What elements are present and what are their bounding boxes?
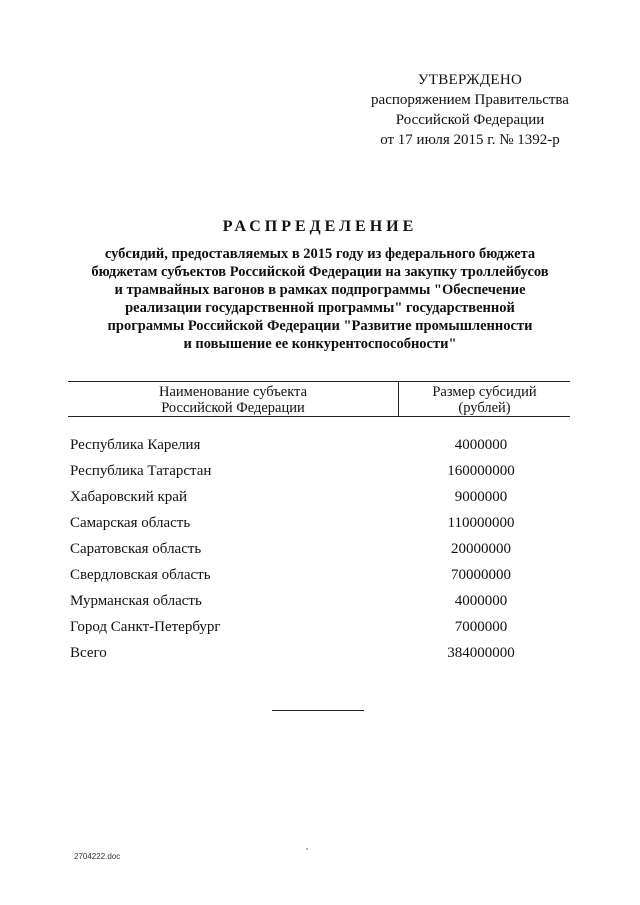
- document-subtitle: [60, 245, 580, 353]
- approval-date-number: от 17 июля 2015 г. № 1392-р: [380, 132, 560, 148]
- row-subject-name: Республика Татарстан: [70, 463, 212, 479]
- row-subject-name: Хабаровский край: [70, 489, 187, 505]
- row-total-amount: 384000000: [447, 645, 515, 661]
- subtitle-line: реализации государственной программы" государственной: [125, 300, 515, 316]
- row-subsidy-amount: 7000000: [454, 619, 508, 635]
- row-subsidy-amount: 160000000: [447, 463, 515, 479]
- table-body: [68, 436, 570, 670]
- row-subsidy-amount: 20000000: [451, 541, 511, 557]
- row-subsidy-amount: 70000000: [451, 567, 511, 583]
- subtitle-line: и повышение ее конкурентоспособности": [183, 336, 457, 352]
- table-row: [68, 462, 570, 488]
- approval-authority-country: Российской Федерации: [395, 112, 545, 128]
- table-row: [68, 540, 570, 566]
- row-subsidy-amount: 4000000: [454, 593, 508, 609]
- row-subject-name: Свердловская область: [70, 567, 211, 583]
- row-subsidy-amount: 9000000: [454, 489, 508, 505]
- table-row: [68, 488, 570, 514]
- table-row: [68, 592, 570, 618]
- footer-file-name: 2704222.doc: [74, 852, 121, 861]
- approval-authority: распоряжением Правительства: [371, 92, 569, 108]
- row-total-label: Всего: [70, 645, 107, 661]
- header-subsidy-amount-line1: Размер субсидий: [432, 384, 537, 400]
- subtitle-line: и трамвайных вагонов в рамках подпрограммы "Обеспечение: [114, 282, 526, 298]
- header-subsidy-amount-line2: (рублей): [458, 400, 511, 416]
- approval-heading: УТВЕРЖДЕНО: [417, 72, 523, 88]
- subtitle-line: программы Российской Федерации "Развитие промышленности: [107, 318, 533, 334]
- row-subject-name: Саратовская область: [70, 541, 202, 557]
- row-subject-name: Республика Карелия: [70, 437, 201, 453]
- table-row: [68, 618, 570, 644]
- subtitle-line: бюджетам субъектов Российской Федерации на закупку троллейбусов: [91, 264, 549, 280]
- subsidy-table: [68, 381, 570, 661]
- row-subject-name: Мурманская область: [70, 593, 202, 609]
- row-subject-name: Самарская область: [70, 515, 191, 531]
- header-subject-name-line1: Наименование субъекта: [158, 384, 308, 400]
- header-subject-name: [68, 382, 399, 416]
- approval-block: [330, 70, 610, 150]
- subtitle-line: субсидий, предоставляемых в 2015 году из федерального бюджета: [104, 246, 536, 262]
- row-subject-name: Город Санкт-Петербург: [70, 619, 221, 635]
- scan-speck: [306, 848, 308, 850]
- header-subject-name-line2: Российской Федерации: [161, 400, 305, 416]
- table-row-total: [68, 644, 570, 670]
- table-header: [68, 381, 570, 417]
- header-subsidy-amount: [399, 382, 570, 416]
- row-subsidy-amount: 4000000: [454, 437, 508, 453]
- row-subsidy-amount: 110000000: [447, 515, 515, 531]
- table-row: [68, 514, 570, 540]
- table-row: [68, 566, 570, 592]
- end-of-document-line: [272, 710, 364, 711]
- table-row: [68, 436, 570, 462]
- document-title: РАСПРЕДЕЛЕНИЕ: [222, 218, 418, 235]
